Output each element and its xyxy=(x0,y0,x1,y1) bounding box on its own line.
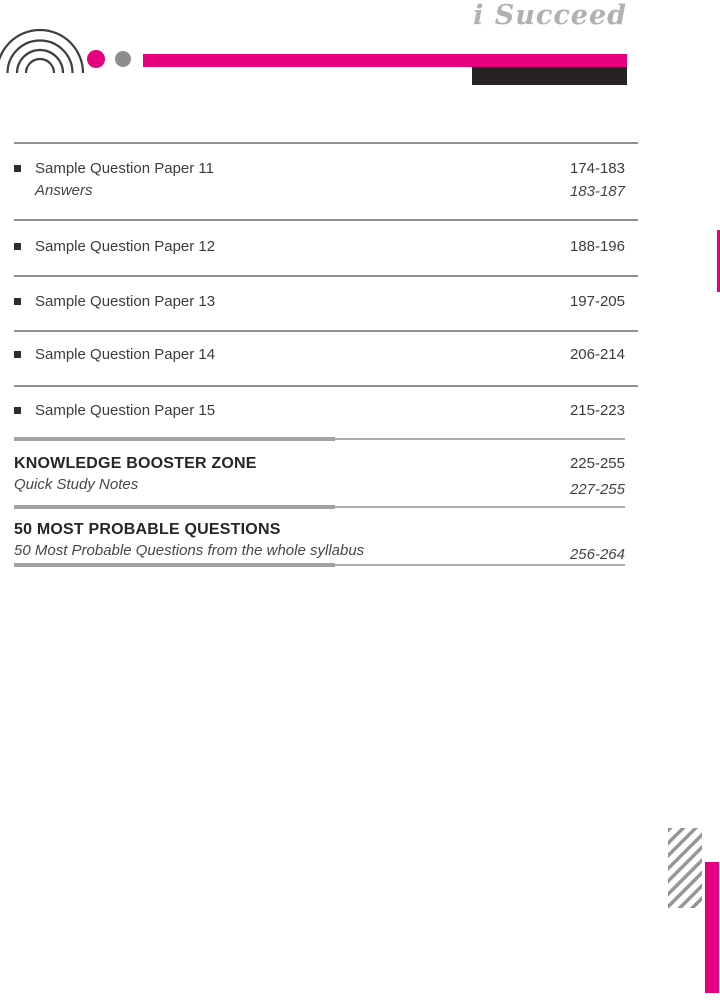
toc-subtitle-pages: 183-187 xyxy=(569,183,625,200)
toc-divider xyxy=(14,330,638,332)
toc-subtitle: Answers xyxy=(35,182,93,199)
section-subtitle: Quick Study Notes xyxy=(14,476,139,493)
section-row xyxy=(14,520,625,565)
bullet-square-icon xyxy=(14,243,21,250)
section-subtitle-pages: 256-264 xyxy=(569,546,625,563)
section-title: KNOWLEDGE BOOSTER ZONE xyxy=(14,455,257,472)
section-title: 50 MOST PROBABLE QUESTIONS xyxy=(14,521,281,538)
section-subtitle-pages: 227-255 xyxy=(569,481,625,498)
toc-pages: 215-223 xyxy=(569,402,625,419)
header-black-bar xyxy=(472,67,627,85)
diagonal-hatch-decoration xyxy=(668,828,702,908)
bullet-square-icon xyxy=(14,165,21,172)
toc-title: Sample Question Paper 11 xyxy=(35,160,214,177)
section-divider xyxy=(14,437,625,441)
bullet-square-icon xyxy=(14,351,21,358)
toc-pages: 197-205 xyxy=(569,293,625,310)
toc-row xyxy=(14,401,625,421)
toc-row xyxy=(14,292,625,312)
toc-pages: 174-183 xyxy=(569,160,625,177)
toc-divider xyxy=(14,142,638,144)
toc-title: Sample Question Paper 12 xyxy=(35,238,216,255)
toc-title: Sample Question Paper 15 xyxy=(35,402,216,419)
brand-logo-text: i Succeed xyxy=(473,0,627,31)
section-subtitle: 50 Most Probable Questions from the whole syllabus xyxy=(14,542,365,559)
toc-title: Sample Question Paper 14 xyxy=(35,346,216,363)
section-row xyxy=(14,454,625,500)
toc-pages: 206-214 xyxy=(569,346,625,363)
section-divider xyxy=(14,563,625,567)
toc-divider xyxy=(14,275,638,277)
section-divider xyxy=(14,505,625,509)
toc-pages: 188-196 xyxy=(569,238,625,255)
gray-dot-icon xyxy=(115,51,131,67)
toc-title: Sample Question Paper 13 xyxy=(35,293,216,310)
toc-row xyxy=(14,159,625,202)
bottom-pink-bar xyxy=(705,862,719,993)
bullet-square-icon xyxy=(14,407,21,414)
toc-row xyxy=(14,237,625,257)
pink-dot-icon xyxy=(87,50,105,68)
bullet-square-icon xyxy=(14,298,21,305)
concentric-arcs-icon xyxy=(0,29,84,74)
toc-row xyxy=(14,345,625,365)
section-pages: 225-255 xyxy=(569,455,625,472)
toc-divider xyxy=(14,385,638,387)
header-pink-bar xyxy=(143,54,627,67)
toc-divider xyxy=(14,219,638,221)
